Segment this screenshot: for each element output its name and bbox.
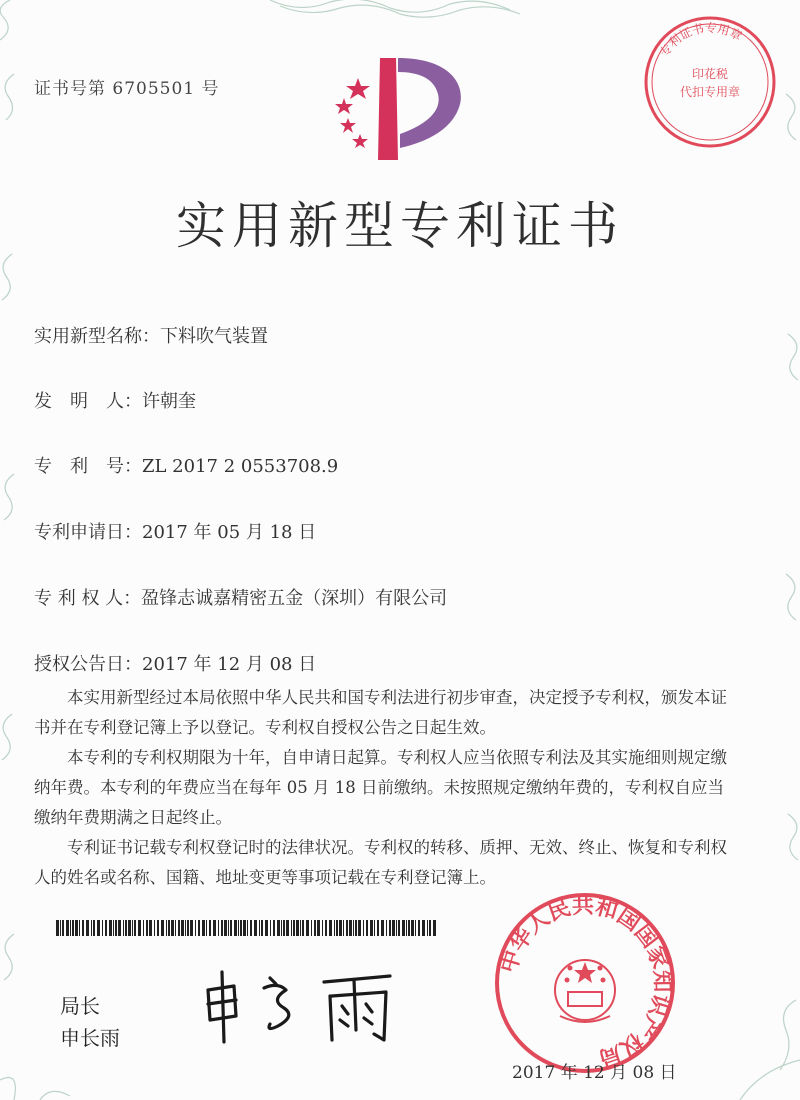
barcode-bar [202,920,205,936]
barcode-bar [433,920,436,936]
barcode-bar [346,920,348,936]
barcode-bar [72,920,74,936]
barcode-bar [185,920,186,936]
field-label: 授权公告日： [34,654,142,675]
barcode-bar [157,920,159,936]
field-value: 许朝奎 [142,391,196,412]
barcode-bar [317,920,320,936]
certificate-number-value: 6705501 [112,79,196,99]
barcode-bar [322,920,323,936]
barcode-bar [296,920,299,936]
barcode [56,920,436,936]
field-label: 专 利 权 人： [34,588,142,609]
barcode-bar [166,920,167,936]
barcode-bar [329,920,332,936]
barcode-bar [234,920,237,936]
barcode-bar [270,920,271,936]
barcode-bar [281,920,282,936]
barcode-bar [302,920,304,936]
small-seal-ring-text: 专利证书专用章 [656,20,745,60]
patent-office-emblem-icon [318,48,478,168]
field-utility-model-name [34,322,268,348]
field-label: 发 明 人： [34,391,142,412]
barcode-bar [113,920,114,936]
barcode-bar [240,920,242,936]
barcode-bar [355,920,357,936]
barcode-bar [209,920,211,936]
barcode-bar [238,920,239,936]
barcode-bar [283,920,285,936]
barcode-bar [218,920,219,936]
certificate-title: 实用新型专利证书 [176,197,624,255]
field-application-date [34,518,316,544]
barcode-bar [265,920,268,936]
barcode-bar [411,920,414,936]
field-value: 2017 年 12 月 08 日 [142,654,317,675]
barcode-bar [224,920,227,936]
barcode-bar [343,920,344,936]
tax-seal-stamp [640,12,780,152]
barcode-bar [402,920,405,936]
barcode-bar [213,920,216,936]
emblem-stars-icon [565,962,606,983]
barcode-bar [118,920,121,936]
small-seal-center-line: 印花税 [691,67,729,81]
big-seal-ring-text: 中华人民共和国国家知识产权局 [496,893,675,1071]
barcode-bar [422,920,425,936]
barcode-bar [128,920,131,936]
barcode-bar [206,920,207,936]
svg-text:专利证书专用章 [656,20,745,60]
barcode-bar [86,920,89,936]
barcode-bar [132,920,133,936]
barcode-bar [181,920,184,936]
barcode-bar [82,920,84,936]
barcode-bar [149,920,152,936]
barcode-bar [243,920,246,936]
barcode-bar [123,920,124,936]
barcode-bar [175,920,176,936]
barcode-bar [358,920,361,936]
barcode-bar [247,920,248,936]
barcode-bar [161,920,164,936]
barcode-bar [339,920,342,936]
barcode-bar [190,920,193,936]
official-seal-stamp [490,888,680,1078]
barcode-bar [228,920,229,936]
barcode-bar [178,920,180,936]
barcode-bar [91,920,92,936]
barcode-bar [291,920,292,936]
barcode-bar [374,920,375,936]
barcode-bar [187,920,189,936]
barcode-bar [171,920,174,936]
barcode-bar [392,920,395,936]
barcode-bar [277,920,280,936]
barcode-bar [254,920,257,936]
barcode-bar [79,920,80,936]
field-value: ZL 2017 2 0553708.9 [142,456,339,477]
barcode-bar [314,920,316,936]
paragraph: 本实用新型经过本局依照中华人民共和国专利法进行初步审查，决定授予专利权，颁发本证书并在专利登记簿上予以登记。专利权自授权公告之日起生效。 [34,688,727,737]
field-patentee [34,584,447,610]
barcode-bar [125,920,127,936]
barcode-bar [60,920,61,936]
barcode-bar [261,920,263,936]
barcode-bar [396,920,397,936]
barcode-bar [70,920,71,936]
barcode-bar [115,920,117,936]
barcode-bar [311,920,312,936]
barcode-bar [102,920,103,936]
barcode-bar [300,920,301,936]
barcode-bar [143,920,144,936]
barcode-bar [146,920,148,936]
barcode-bar [406,920,407,936]
certificate-body-text [34,683,734,893]
barcode-bar [429,920,431,936]
director-name: 申长雨 [60,1026,120,1050]
barcode-bar [336,920,338,936]
barcode-bar [408,920,410,936]
barcode-bar [138,920,141,936]
barcode-bar [250,920,252,936]
certificate-number-label: 证书号第 [34,79,106,99]
issue-date: 2017 年 12 月 08 日 [512,1063,677,1083]
barcode-bar [273,920,275,936]
barcode-bar [386,920,387,936]
barcode-bar [134,920,136,936]
director-title: 局长 [60,994,100,1018]
field-value: 下料吹气装置 [160,326,268,347]
certificate-number [34,74,220,99]
barcode-bar [93,920,95,936]
paragraph: 本专利的专利权期限为十年，自申请日起算。专利权人应当依照专利法及其实施细则规定缴纳年费。本专利的年费应当在每年 05 月 18 日前缴纳。未按照规定缴纳年费的，专利权自应当缴纳年费期满之日起终止。 [34,748,727,827]
barcode-bar [381,920,384,936]
director-signature [200,960,410,1050]
barcode-bar [293,920,295,936]
barcode-bar [75,920,78,936]
field-value: 2017 年 05 月 18 日 [142,522,317,543]
barcode-bar [398,920,400,936]
field-patent-number [34,452,338,478]
field-label: 专 利 号： [34,456,142,477]
barcode-bar [389,920,391,936]
barcode-bar [349,920,352,936]
barcode-bar [66,920,69,936]
barcode-bar [230,920,232,936]
barcode-bar [366,920,368,936]
barcode-bar [334,920,335,936]
barcode-bar [415,920,416,936]
small-seal-center-line: 代扣专用章 [679,85,741,99]
barcode-bar [370,920,373,936]
barcode-bar [306,920,309,936]
barcode-bar [363,920,364,936]
field-label: 实用新型名称： [34,326,160,347]
barcode-bar [154,920,155,936]
barcode-bar [427,920,428,936]
barcode-bar [105,920,107,936]
barcode-bar [259,920,260,936]
field-inventor [34,387,196,413]
barcode-bar [97,920,100,936]
barcode-bar [418,920,420,936]
barcode-bar [168,920,170,936]
barcode-bar [56,920,59,936]
barcode-bar [62,920,64,936]
barcode-bar [377,920,379,936]
certificate-number-suffix: 号 [201,79,220,99]
barcode-bar [325,920,327,936]
barcode-bar [221,920,223,936]
barcode-bar [286,920,289,936]
barcode-bar [109,920,112,936]
paragraph: 专利证书记载专利权登记时的法律状况。专利权的转移、质押、无效、终止、恢复和专利权人的姓名或名称、国籍、地址变更等事项记载在专利登记簿上。 [34,838,727,887]
barcode-bar [353,920,354,936]
field-label: 专利申请日： [34,522,142,543]
barcode-bar [195,920,196,936]
field-grant-date [34,650,316,676]
barcode-bar [198,920,200,936]
field-value: 盈锋志诚嘉精密五金（深圳）有限公司 [141,588,448,609]
